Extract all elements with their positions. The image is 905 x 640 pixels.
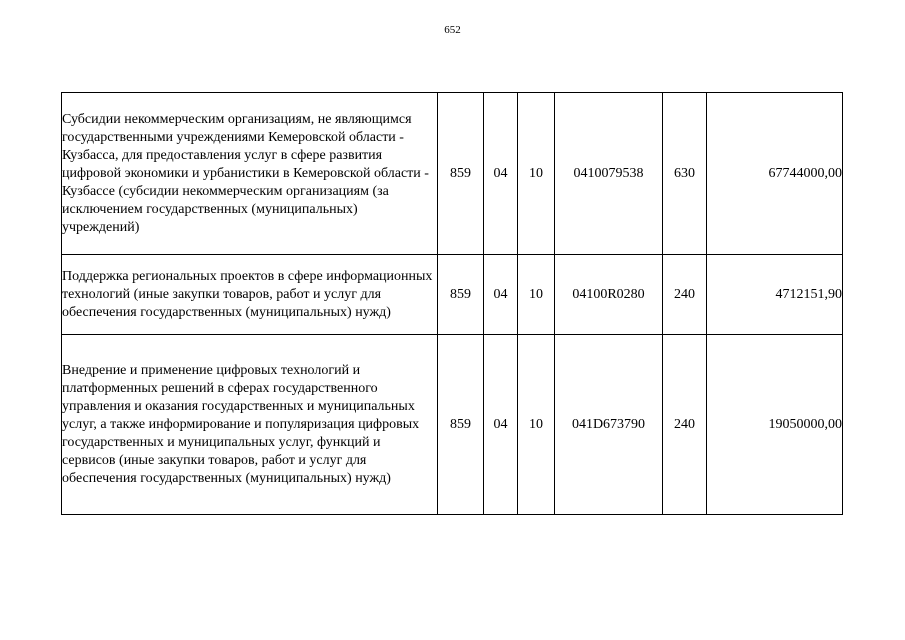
target-article-code: 041D673790 — [555, 335, 663, 515]
table-row — [62, 93, 843, 255]
section-code: 04 — [484, 335, 518, 515]
section-code: 04 — [484, 255, 518, 335]
amount: 19050000,00 — [707, 335, 843, 515]
table-row — [62, 255, 843, 335]
target-article-code: 04100R0280 — [555, 255, 663, 335]
row-description: Субсидии некоммерческим организациям, не являющимся государственными учреждениями Кемеровской области - Кузбасса, для предоставления услуг в сфере развития цифровой экономики и урбанистики в Кемеровской области - Кузбассе (субсидии некоммерческим организациям (за исключением государственных (муниципальных) учреждений) — [62, 93, 438, 255]
ministry-code: 859 — [438, 255, 484, 335]
section-code: 04 — [484, 93, 518, 255]
expense-type-code: 240 — [663, 335, 707, 515]
amount: 4712151,90 — [707, 255, 843, 335]
subsection-code: 10 — [518, 255, 555, 335]
row-description: Внедрение и применение цифровых технологий и платформенных решений в сферах государственного управления и оказания государственных и муниципальных услуг, а также информирование и популяризация цифровых государственных и муниципальных услуг, функций и сервисов (иные закупки товаров, работ и услуг для обеспечения государственных (муниципальных) нужд) — [62, 335, 438, 515]
page-number: 652 — [444, 24, 461, 36]
table-row — [62, 335, 843, 515]
ministry-code: 859 — [438, 93, 484, 255]
amount: 67744000,00 — [707, 93, 843, 255]
expense-type-code: 630 — [663, 93, 707, 255]
budget-table — [61, 92, 843, 515]
ministry-code: 859 — [438, 335, 484, 515]
target-article-code: 0410079538 — [555, 93, 663, 255]
subsection-code: 10 — [518, 93, 555, 255]
subsection-code: 10 — [518, 335, 555, 515]
row-description: Поддержка региональных проектов в сфере информационных технологий (иные закупки товаров, работ и услуг для обеспечения государственных (муниципальных) нужд) — [62, 255, 438, 335]
expense-type-code: 240 — [663, 255, 707, 335]
